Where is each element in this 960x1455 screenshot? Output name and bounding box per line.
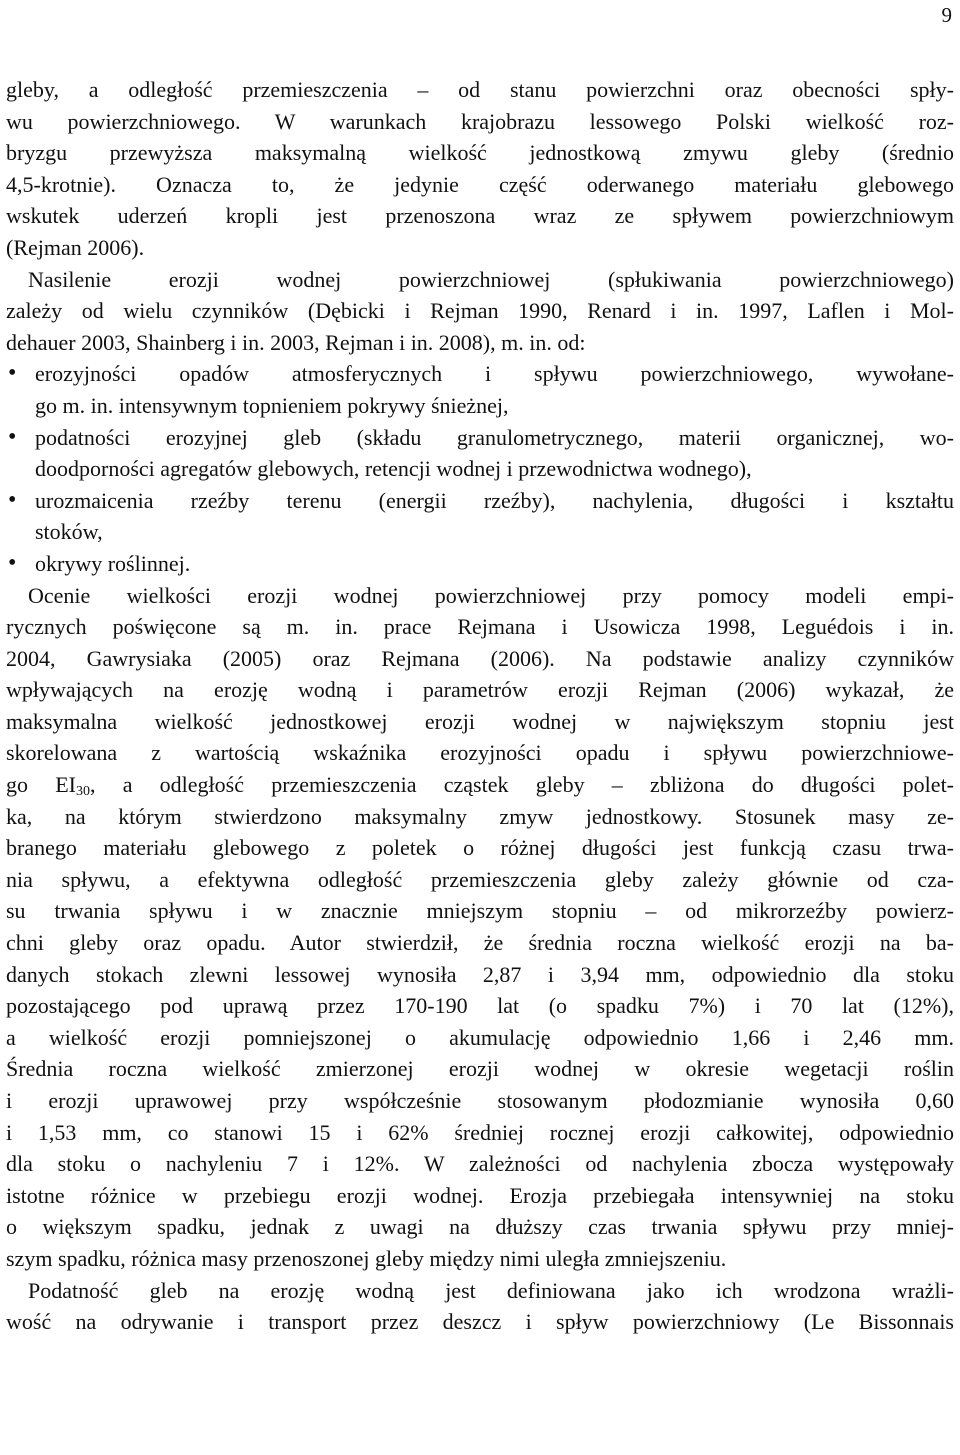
text-line: wpływających na erozję wodną i parametrów erozji Rejman (2006) wykazał, że bbox=[6, 677, 954, 703]
ei-after: , a odległość przemieszczenia cząstek gleby – zbliżona do długości polet- bbox=[89, 772, 954, 798]
text-line: skorelowana z wartością wskaźnika erozyjności opadu i spływu powierzchniowe- bbox=[6, 740, 954, 766]
text-line: 2004, Gawrysiaka (2005) oraz Rejmana (2006). Na podstawie analizy czynników bbox=[6, 645, 954, 671]
list-item bbox=[6, 548, 954, 580]
paragraph-4 bbox=[6, 1275, 954, 1338]
text-line: nia spływu, a efektywna odległość przemieszczenia gleby zależy głównie od cza- bbox=[6, 866, 954, 892]
text-line: Nasilenie erozji wodnej powierzchniowej (spłukiwania powierzchniowego) bbox=[28, 266, 954, 292]
text-line: o większym spadku, jednak z uwagi na dłuższy czas trwania spływu przy mniej- bbox=[6, 1214, 954, 1240]
list-item bbox=[6, 422, 954, 485]
text-line: doodporności agregatów glebowych, retencji wodnej i przewodnictwa wodnego), bbox=[35, 456, 752, 482]
text-line: branego materiału glebowego z poletek o różnej długości jest funkcją czasu trwa- bbox=[6, 835, 954, 861]
text-line: gleby, a odległość przemieszczenia – od stanu powierzchni oraz obecności spły- bbox=[6, 77, 954, 102]
paragraph-1 bbox=[6, 74, 954, 264]
text-line: zależy od wielu czynników (Dębicki i Rejman 1990, Renard i in. 1997, Laflen i Mol- bbox=[6, 298, 954, 324]
text-line: Średnia roczna wielkość zmierzonej erozji wodnej w okresie wegetacji roślin bbox=[6, 1056, 954, 1082]
text-line: Ocenie wielkości erozji wodnej powierzchniowej przy pomocy modeli empi- bbox=[28, 582, 954, 608]
text-line: • urozmaicenia rzeźby terenu (energii rzeźby), nachylenia, długości i kształtu bbox=[35, 487, 954, 513]
text-line: szym spadku, różnica masy przenoszonej gleby między nimi uległa zmniejszeniu. bbox=[6, 1245, 727, 1271]
text-line: ka, na którym stwierdzono maksymalny zmyw jednostkowy. Stosunek masy ze- bbox=[6, 803, 954, 829]
paragraph-3 bbox=[6, 580, 954, 1275]
text-line: 4,5-krotnie). Oznacza to, że jedynie część oderwanego materiału glebowego bbox=[6, 171, 954, 197]
text-line: wu powierzchniowego. W warunkach krajobrazu lessowego Polski wielkość roz- bbox=[6, 108, 954, 134]
text-line: pozostającego pod uprawą przez 170-190 lat (o spadku 7%) i 70 lat (12%), bbox=[6, 993, 954, 1019]
page-number: 9 bbox=[941, 3, 952, 27]
text-line: • podatności erozyjnej gleb (składu granulometrycznego, materii organicznej, wo- bbox=[35, 424, 954, 450]
text-line: istotne różnice w przebiegu erozji wodnej. Erozja przebiegała intensywniej na stoku bbox=[6, 1182, 954, 1208]
text-line: wość na odrywanie i transport przez deszcz i spływ powierzchniowy (Le Bissonnais bbox=[6, 1309, 954, 1335]
ei-before: go EI bbox=[6, 772, 76, 798]
text-line: dehauer 2003, Shainberg i in. 2003, Rejman i in. 2008), m. in. od: bbox=[6, 329, 586, 355]
text-line: a wielkość erozji pomniejszonej o akumulację odpowiednio 1,66 i 2,46 mm. bbox=[6, 1024, 954, 1050]
text-line: Podatność gleb na erozję wodną jest definiowana jako ich wrodzona wrażli- bbox=[28, 1277, 954, 1303]
text-line: dla stoku o nachyleniu 7 i 12%. W zależności od nachylenia zbocza występowały bbox=[6, 1151, 954, 1177]
text-line-ei bbox=[6, 769, 954, 801]
text-line: rycznych poświęcone są m. in. prace Rejmana i Usowicza 1998, Leguédois i in. bbox=[6, 614, 954, 640]
text-line: danych stokach zlewni lessowej wynosiła 2,87 i 3,94 mm, odpowiednio dla stoku bbox=[6, 961, 954, 987]
text-line: su trwania spływu i w znacznie mniejszym stopniu – od mikrorzeźby powierz- bbox=[6, 898, 954, 924]
text-body bbox=[6, 74, 954, 1338]
text-line: • okrywy roślinnej. bbox=[35, 550, 191, 576]
list-item bbox=[6, 485, 954, 548]
text-line: maksymalna wielkość jednostkowej erozji wodnej w największym stopniu jest bbox=[6, 708, 954, 734]
text-line: bryzgu przewyższa maksymalną wielkość jednostkową zmywu gleby (średnio bbox=[6, 140, 954, 166]
list-item bbox=[6, 358, 954, 421]
text-line: i 1,53 mm, co stanowi 15 i 62% średniej rocznej erozji całkowitej, odpowiednio bbox=[6, 1119, 954, 1145]
text-line: go m. in. intensywnym topnieniem pokrywy śnieżnej, bbox=[35, 392, 509, 418]
text-line: chni gleby oraz opadu. Autor stwierdził, że średnia roczna wielkość erozji na ba- bbox=[6, 930, 954, 956]
text-line: (Rejman 2006). bbox=[6, 234, 145, 260]
factor-list bbox=[6, 358, 954, 579]
text-line: • erozyjności opadów atmosferycznych i spływu powierzchniowego, wywołane- bbox=[35, 361, 954, 387]
ei-subscript: 30 bbox=[75, 784, 90, 800]
paragraph-2 bbox=[6, 264, 954, 359]
text-line: stoków, bbox=[35, 519, 103, 545]
text-line: wskutek uderzeń kropli jest przenoszona wraz ze spływem powierzchniowym bbox=[6, 203, 954, 229]
text-line: i erozji uprawowej przy współcześnie stosowanym płodozmianie wynosiła 0,60 bbox=[6, 1088, 954, 1113]
